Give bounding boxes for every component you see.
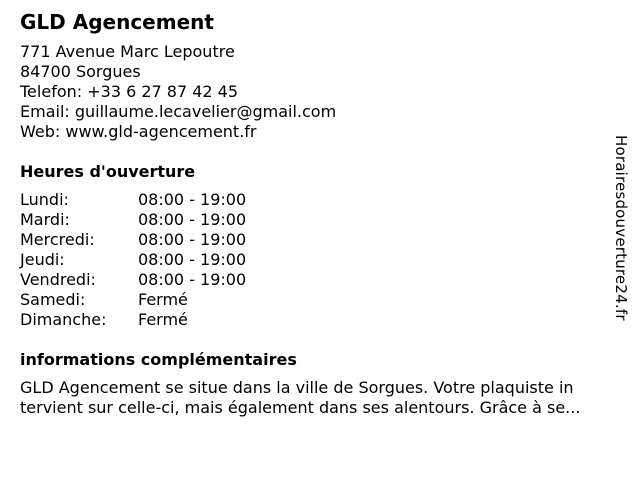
day-label: Mardi:	[20, 210, 70, 229]
hours-heading: Heures d'ouverture	[20, 162, 196, 181]
business-name: GLD Agencement	[20, 10, 214, 34]
business-card	[20, 10, 620, 418]
address-line-1: 771 Avenue Marc Lepoutre	[20, 42, 235, 61]
day-time: Fermé	[138, 290, 188, 309]
day-time: 08:00 - 19:00	[138, 230, 247, 249]
day-time: 08:00 - 19:00	[138, 190, 247, 209]
hours-row-saturday	[20, 290, 620, 310]
hours-row-tuesday	[20, 210, 620, 230]
email-line: Email: guillaume.lecavelier@gmail.com	[20, 102, 337, 121]
hours-table	[20, 190, 620, 330]
day-label: Jeudi:	[20, 250, 65, 269]
hours-row-thursday	[20, 250, 620, 270]
hours-row-wednesday	[20, 230, 620, 250]
info-heading: informations complémentaires	[20, 350, 297, 369]
day-label: Samedi:	[20, 290, 86, 309]
day-time: 08:00 - 19:00	[138, 250, 247, 269]
watermark-label: Horairesdouverture24.fr	[612, 135, 630, 321]
hours-row-sunday	[20, 310, 620, 330]
info-description	[20, 378, 620, 418]
day-label: Vendredi:	[20, 270, 96, 289]
phone-line: Telefon: +33 6 27 87 42 45	[20, 82, 239, 101]
day-label: Lundi:	[20, 190, 69, 209]
day-label: Mercredi:	[20, 230, 95, 249]
hours-row-monday	[20, 190, 620, 210]
day-label: Dimanche:	[20, 310, 107, 329]
day-time: 08:00 - 19:00	[138, 270, 247, 289]
day-time: Fermé	[138, 310, 188, 329]
hours-row-friday	[20, 270, 620, 290]
info-text-line-2: tervient sur celle-ci, mais également dans ses alentours. Grâce à se...	[20, 398, 581, 417]
contact-block	[20, 42, 620, 142]
website-line: Web: www.gld-agencement.fr	[20, 122, 257, 141]
address-line-2: 84700 Sorgues	[20, 62, 141, 81]
day-time: 08:00 - 19:00	[138, 210, 247, 229]
info-text-line-1: GLD Agencement se situe dans la ville de Sorgues. Votre plaquiste in	[20, 378, 574, 397]
